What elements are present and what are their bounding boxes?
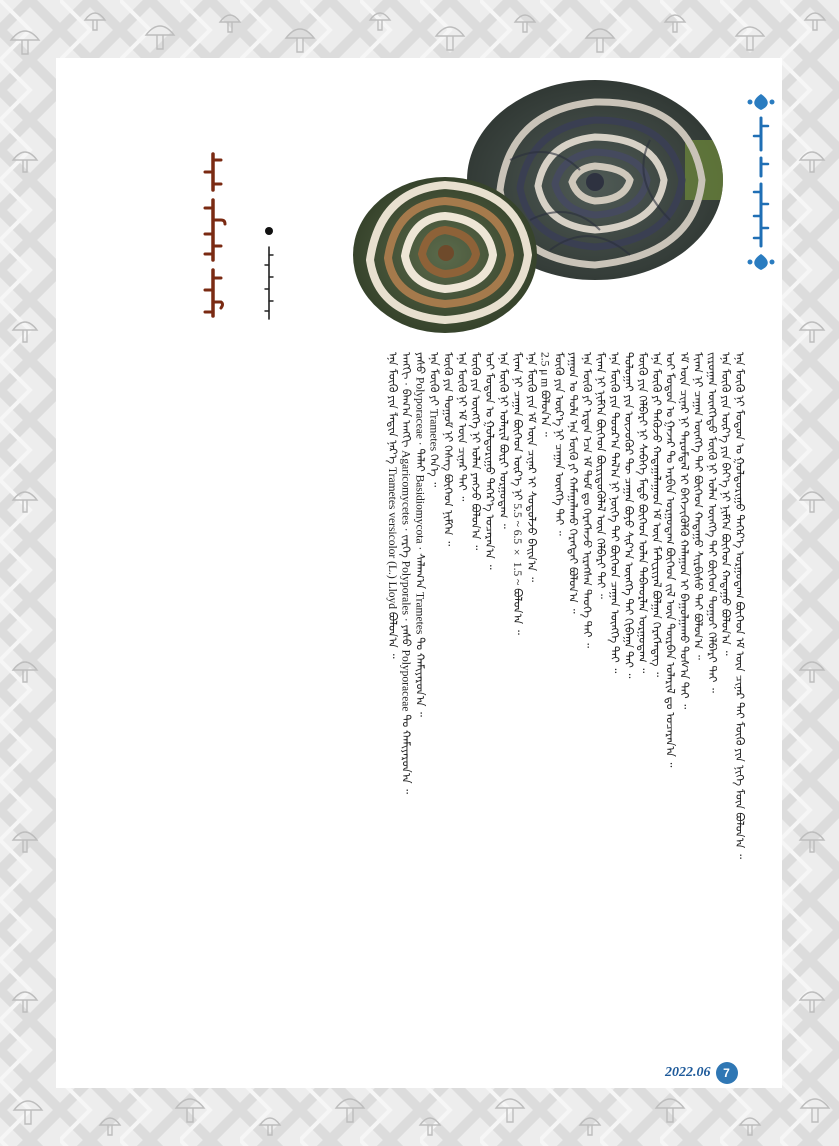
text-column — [718, 352, 732, 1032]
paragraph-text: ᠡᠨᠡ ᠮᠥᠭᠦ ᠶᠢ ᠡᠷᠲᠡᠨ ᠡᠴᠡ ᠡᠮ ᠳᠣᠮ ᠳᠤ ᠬᠡᠷᠡᠭᠯᠡᠵᠦ ᠢᠷᠡᠭᠰᠡᠨ ᠲᠡᠦᠬᠡ ᠲᠠᠢ ᠃ — [580, 352, 593, 648]
paragraph-text: ᠠᠩᠭᠢ · ᠪᠠᠭ᠎ᠠ ᠠᠩᠭᠢ Agaricomycetes · ᠵᠡᠷᠭᠡ Polyporales · ᠶᠠᠰᠤ Polyporaceae ᠲᠤ ᠬᠠᠮᠢᠶᠠᠷᠤᠨ᠎ᠠ ᠃ — [399, 352, 412, 794]
paragraph-text: ᠮᠥᠭᠦ ᠶᠢᠨ ᠬᠡᠯᠪᠡᠷᠢ ᠨᠢ ᠰᠡᠪᠡᠭᠡ ᠮᠡᠲᠦ ᠪᠥᠭᠡᠳ ᠣᠯᠠᠨ ᠳᠠᠪᠬᠤᠷᠯᠠᠨ ᠤᠷᠭᠤᠳᠠᠭ ᠃ — [635, 352, 648, 674]
paragraph-text: ᠡᠮ ᠦᠨ ᠴᠢᠨᠠᠷ ᠨᠢ ᠳᠠᠷᠤᠮᠳᠠᠯ ᠢ ᠪᠡᠬᠡᠵᠢᠭᠦᠯᠬᠦ ᠬᠠᠯᠠᠭᠤᠨ ᠢ ᠪᠠᠭᠤᠯᠭᠠᠬᠤ ᠲᠤᠰ᠎ᠠ ᠲᠠᠢ ᠃ — [677, 352, 690, 710]
text-column — [677, 352, 691, 1032]
author-byline — [258, 225, 280, 325]
paragraph-text: ᠡᠨᠡ ᠮᠥᠭᠦ ᠨᠢ ᠮᠣᠳᠣᠨ ᠤ ᠭᠤᠯᠳᠤᠷᠢᠭᠤ ᠳᠡᠭᠡᠷ᠎ᠡ ᠤᠷᠭᠤᠳᠠᠭ ᠪᠥᠭᠡᠳ ᠡᠮ ᠦᠨ ᠴᠢᠨᠠᠷ ᠲᠠᠢ ᠮᠥᠭᠦ ᠶᠢᠨ ᠨᠢᠭᠡ ᠮᠥᠨ ᠪᠣᠯᠤᠨ᠎ᠠ ᠃ — [733, 352, 746, 859]
text-column — [690, 352, 704, 1032]
text-column — [496, 352, 510, 1032]
text-column — [621, 352, 635, 1032]
text-column — [635, 352, 649, 1032]
text-column — [552, 352, 566, 1032]
paragraph-text: ᠡᠨᠡ ᠮᠥᠭᠦ ᠶᠢᠨ ᠯᠠᠲᠢᠨ ᠨᠡᠷ᠎ᠡ Trametes versicolor (L.) Lloyd ᠪᠣᠯᠤᠨ᠎ᠠ ᠃ — [385, 352, 398, 659]
issue-date: 2022.06 — [665, 1065, 711, 1080]
text-column — [704, 352, 718, 1032]
paragraph-text: ᠡᠨᠡ ᠮᠥᠭᠦ ᠨᠢ ᠡᠮ ᠦᠨ ᠴᠢᠨᠠᠷ ᠲᠠᠢ ᠃ — [455, 352, 468, 502]
paragraph-text: ᠮᠢᠬᠠ ᠨᠢ ᠴᠠᠭᠠᠨ ᠥᠩᠭᠡ ᠲᠠᠢ ᠪᠥᠭᠡᠳ ᠬᠠᠲᠠᠭᠤ ᠰᠢᠷᠪᠢᠰᠦ ᠲᠠᠢ ᠪᠣᠯᠤᠨ᠎ᠠ ᠃ — [691, 352, 704, 660]
text-column — [579, 352, 593, 1032]
section-title-text: ᠮᠥᠭᠦ ᠶᠢᠨ ᠰᠤᠷᠭᠠᠯ — [744, 92, 751, 93]
text-column — [385, 352, 399, 1032]
paragraph-text: ᠲᠣᠯᠣᠭᠠᠢ ᠶᠢᠨ ᠦᠵᠦᠭᠦᠷ ᠲᠦ ᠴᠠᠭᠠᠨ ᠪᠤᠶᠤ ᠰᠢᠷ᠎ᠠ ᠥᠩᠭᠡ ᠲᠠᠢ ᠬᠢᠪᠠᠭᠠ ᠲᠠᠢ ᠃ — [621, 352, 634, 679]
text-column — [454, 352, 468, 1032]
paragraph-text: ᠣᠢ ᠮᠣᠳᠣᠨ ᠤ ᠭᠠᠵᠠᠷ ᠲᠤ ᠠᠷᠪᠢᠨ ᠤᠷᠭᠤᠳᠠᠭ ᠪᠥᠭᠡᠳ ᠵᠢᠯ ᠦᠨ ᠳᠦᠷᠪᠡᠨ ᠤᠯᠠᠷᠢᠯ ᠳᠤ ᠤᠴᠠᠷᠠᠨ᠎ᠠ ᠃ — [663, 352, 676, 768]
text-column — [732, 352, 746, 1032]
paragraph-text: ᠮᠥᠭᠦ ᠶᠢᠨ ᠥᠩᠭᠡ ᠨᠢ ᠣᠯᠠᠨ ᠶᠠᠩᠵᠤ ᠪᠣᠯᠤᠨ᠎ᠠ ᠃ — [469, 352, 482, 551]
text-column — [482, 352, 496, 1032]
text-column — [399, 352, 413, 1032]
page-number: 7 — [716, 1062, 738, 1084]
paragraph-text: ᠡᠨᠡ ᠮᠥᠭᠦ ᠶᠢᠨ ᠦᠷ᠎ᠡ ᠶᠢᠨ ᠪᠡᠶ᠎ᠡ ᠨᠢ ᠨᠢᠮᠭᠡᠨ ᠪᠥᠭᠡᠳ ᠬᠠᠲᠠᠭᠤ ᠪᠣᠯᠤᠨ᠎ᠠ ᠃ — [719, 352, 732, 656]
text-column — [538, 352, 552, 1032]
paragraph-text: ᠵᠢᠷᠤᠭᠠᠨ ᠥᠩᠭᠡᠲᠦ ᠮᠥᠭᠦ ᠨᠢ ᠣᠯᠠᠨ ᠥᠩᠭᠡ ᠲᠠᠢ ᠪᠥᠭᠡᠳ ᠳᠤᠭᠤᠢ ᠬᠡᠯᠪᠡᠷᠢ ᠲᠠᠢ ᠃ — [705, 352, 718, 693]
paragraph-text: ᠮᠥᠭᠦ ᠶᠢᠨ ᠦᠷ᠎ᠡ ᠨᠢ ᠴᠠᠭᠠᠨ ᠥᠩᠭᠡ ᠲᠠᠢ ᠃ — [552, 352, 565, 536]
paragraph-text: ᠮᠢᠬᠠ ᠨᠢ ᠴᠠᠭᠠᠨ ᠪᠥᠭᠡᠳ ᠦᠷ᠎ᠡ ᠨᠢ 5.5 ~ 6.5 × 1.5 ~ ᠪᠣᠯᠤᠨ᠎ᠠ ᠃ — [510, 352, 523, 635]
text-column — [510, 352, 524, 1032]
paragraph-text: ᠡᠨᠡ ᠮᠥᠭᠦ ᠶᠢᠨ ᠳᠣᠣᠷ᠎ᠠ ᠲᠠᠯ᠎ᠠ ᠨᠢ ᠨᠦᠬᠡ ᠲᠠᠢ ᠪᠥᠭᠡᠳ ᠴᠠᠭᠠᠨ ᠥᠩᠭᠡ ᠲᠠᠢ ᠃ — [608, 352, 621, 674]
paragraph-text: ᠡᠨᠡ ᠮᠥᠭᠦ ᠶᠢ Trametes ᠭᠡᠨ᠎ᠡ ᠃ — [427, 352, 440, 488]
article-title — [196, 150, 230, 320]
paragraph-text: ᠶᠠᠰᠤ Polyporaceae · ᠳᠠᠯᠠᠢ Basidiomycota · ᠰᠠᠯᠠᠭ᠎ᠠ Trametes ᠲᠤ ᠬᠠᠮᠢᠶᠠᠷᠤᠨ᠎ᠠ ᠃ — [413, 352, 426, 717]
text-column — [663, 352, 677, 1032]
paragraph-text: ᠣᠢ ᠮᠣᠳᠣᠨ ᠤ ᠭᠤᠯᠳᠤᠷᠢᠭᠤ ᠳᠡᠭᠡᠷ᠎ᠡ ᠤᠴᠠᠷᠠᠨ᠎ᠠ ᠃ — [483, 352, 496, 570]
mushroom-photo — [350, 80, 730, 335]
text-column — [607, 352, 621, 1032]
text-column — [440, 352, 454, 1032]
article-title-text: ᠵᠢᠷᠤᠭᠠᠨ ᠥᠩᠭᠡᠲᠦ ᠮᠥᠭᠦ — [196, 150, 206, 151]
text-column — [427, 352, 441, 1032]
paragraph-text: ᠮᠢᠬᠠ ᠨᠢ ᠨᠢᠮᠭᠡᠨ ᠪᠥᠭᠡᠳ ᠪᠦᠷᠢᠳᠦᠭᠦᠯᠡᠯ ᠦᠨ ᠬᠡᠯᠪᠡᠷᠢ ᠲᠠᠢ ᠃ — [594, 352, 607, 599]
paragraph-text: ᠶᠠᠭᠤᠨ ᠤ ᠲᠤᠯᠠ ᠡᠨᠡ ᠮᠥᠭᠦ ᠶᠢ ᠬᠠᠮᠠᠭᠠᠯᠠᠬᠤ ᠬᠡᠷᠡᠭᠲᠡᠢ ᠪᠣᠯᠤᠨ᠎ᠠ ᠃ — [566, 352, 579, 614]
paragraph-text: ᠡᠨᠡ ᠮᠥᠭᠦ ᠶᠢ ᠲᠡᠭᠦᠵᠦ ᠬᠠᠳᠠᠭᠠᠯᠠᠭᠠᠳ ᠡᠮ ᠦᠨ ᠮᠠᠲ᠋ᠧᠷᠢᠶᠠᠯ ᠪᠣᠯᠭᠠᠨ ᠬᠡᠷᠡᠭᠯᠡᠳᠡᠭ ᠃ — [649, 352, 662, 677]
text-column — [413, 352, 427, 1032]
author-name: ᠪᠠᠶᠠᠷ — [258, 225, 261, 226]
text-column — [649, 352, 663, 1032]
article-body — [86, 352, 746, 1032]
section-header — [744, 92, 778, 272]
text-column — [524, 352, 538, 1032]
paragraph-text: 2.5 μ m ᠪᠣᠯᠤᠨ᠎ᠠ ᠃ — [538, 352, 551, 437]
paragraph-text: ᠡᠨᠡ ᠮᠥᠭᠦ ᠨᠢ ᠤᠯᠠᠷᠢᠯ ᠪᠦᠷᠢ ᠤᠷᠭᠤᠳᠠᠭ ᠃ — [496, 352, 509, 529]
page-footer — [665, 1062, 738, 1084]
text-column — [468, 352, 482, 1032]
paragraph-text: ᠡᠨᠡ ᠮᠥᠭᠦ ᠶᠢᠨ ᠡᠮ ᠦᠨ ᠴᠢᠨᠠᠷ ᠢ ᠰᠣᠳᠤᠯᠵᠤ ᠪᠠᠢᠨ᠎ᠠ ᠃ — [524, 352, 537, 582]
photo-caption: Trametes versicolor — [350, 80, 360, 81]
paragraph-text: ᠮᠥᠭᠦ ᠶᠢᠨ ᠲᠤᠭᠤᠮ ᠨᠢ ᠬᠡᠰᠡᠭ ᠪᠥᠭᠡᠳ ᠨᠢᠮᠭᠡᠨ ᠃ — [441, 352, 454, 547]
text-column — [565, 352, 579, 1032]
text-column — [593, 352, 607, 1032]
